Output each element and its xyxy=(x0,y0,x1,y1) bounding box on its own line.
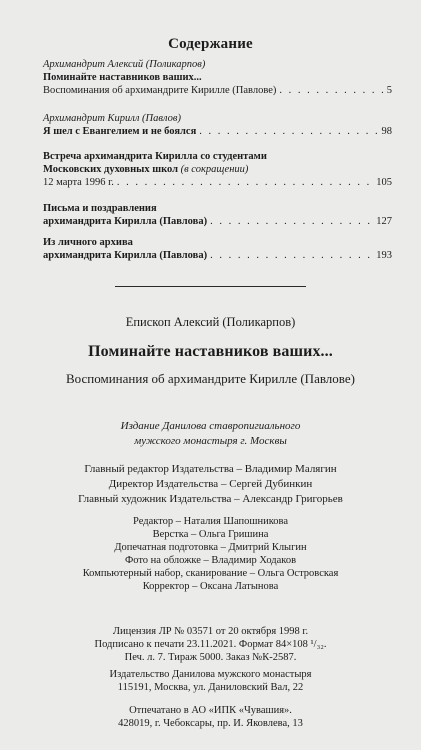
toc-entry-row xyxy=(43,215,392,228)
toc-page-number: 105 xyxy=(376,177,392,188)
imprint-line: Печ. л. 7. Тираж 5000. Заказ №К-2587. xyxy=(124,652,297,663)
edition-note xyxy=(0,419,421,449)
toc-entry-row xyxy=(43,84,392,97)
toc-leader-dots xyxy=(210,249,373,262)
book-credits xyxy=(0,515,421,593)
toc-leader-dots xyxy=(117,176,373,189)
toc-entry xyxy=(43,58,392,97)
toc-entry-row xyxy=(43,176,392,189)
toc-leader-dots xyxy=(199,125,378,138)
book-title: Поминайте наставников ваших... xyxy=(88,343,333,360)
publishing-staff xyxy=(0,462,421,507)
toc-page-number: 127 xyxy=(376,216,392,227)
printer-info xyxy=(0,704,421,730)
toc-entry xyxy=(43,112,392,138)
toc-entry-title-line2: архимандрита Кирилла (Павлова) xyxy=(43,216,208,227)
credit-line: Компьютерный набор, сканирование – Ольга Островская xyxy=(82,568,339,579)
edition-line: мужского монастыря г. Москвы xyxy=(134,435,287,447)
edition-line: Издание Данилова ставропигиального xyxy=(120,420,301,432)
credit-line: Фото на обложке – Владимир Ходаков xyxy=(124,555,297,566)
credit-line: Редактор – Наталия Шапошникова xyxy=(133,516,288,527)
toc-entry-title-line2: архимандрита Кирилла (Павлова) xyxy=(43,250,208,261)
toc-entry-title: Я шел с Евангелием и не боялся xyxy=(43,126,197,137)
publisher-line: Издательство Данилова мужского монастыря xyxy=(109,669,312,680)
toc-entry-title-line1: Из личного архива xyxy=(43,237,133,248)
toc-page-number: 98 xyxy=(381,126,392,137)
toc-page-number: 5 xyxy=(386,85,392,96)
toc-entry-title-line2: Московских духовных школ xyxy=(43,164,178,175)
toc-entry-title-line1: Письма и поздравления xyxy=(43,203,157,214)
staff-line: Главный художник Издательства – Александр Григорьев xyxy=(78,493,343,505)
toc-page-number: 193 xyxy=(376,250,392,261)
toc-entry-note: (в сокращении) xyxy=(180,164,249,175)
toc-entry-subtitle: Воспоминания об архимандрите Кирилле (Павлове) xyxy=(43,85,277,96)
book-subtitle: Воспоминания об архимандрите Кирилле (Павлове) xyxy=(66,371,355,386)
printer-line: 428019, г. Чебоксары, пр. И. Яковлева, 13 xyxy=(118,718,303,729)
toc-entry-author: Архимандрит Кирилл (Павлов) xyxy=(43,113,181,124)
toc-heading: Содержание xyxy=(168,36,253,52)
book-author: Епископ Алексий (Поликарпов) xyxy=(125,315,296,329)
toc-entry xyxy=(43,202,392,228)
imprint-info xyxy=(0,625,421,664)
toc-leader-dots xyxy=(279,84,383,97)
toc-entry xyxy=(43,150,392,189)
section-divider xyxy=(115,286,306,287)
printer-line: Отпечатано в АО «ИПК «Чувашия». xyxy=(129,705,292,716)
imprint-line: Лицензия ЛР № 03571 от 20 октября 1998 г. xyxy=(112,626,309,637)
toc-entry-author: Архимандрит Алексий (Поликарпов) xyxy=(43,59,206,70)
toc-entry-row xyxy=(43,125,392,138)
toc-entry xyxy=(43,236,392,262)
credit-line: Верстка – Ольга Гришина xyxy=(152,529,269,540)
credit-line: Допечатная подготовка – Дмитрий Клыгин xyxy=(114,542,307,553)
toc-entry-row xyxy=(43,249,392,262)
imprint-line: Подписано к печати 23.11.2021. Формат 84×108 ¹/₃₂. xyxy=(94,639,327,650)
toc-entry-title: Поминайте наставников ваших... xyxy=(43,72,202,83)
staff-line: Главный редактор Издательства – Владимир Малягин xyxy=(84,463,337,475)
toc-leader-dots xyxy=(210,215,373,228)
publisher-info xyxy=(0,668,421,694)
staff-line: Директор Издательства – Сергей Дубинкин xyxy=(108,478,313,490)
toc-entry-date: 12 марта 1996 г. xyxy=(43,177,114,188)
toc-entry-title-line1: Встреча архимандрита Кирилла со студентами xyxy=(43,151,267,162)
credit-line: Корректор – Оксана Латынова xyxy=(142,581,279,592)
publisher-line: 115191, Москва, ул. Даниловский Вал, 22 xyxy=(117,682,304,693)
